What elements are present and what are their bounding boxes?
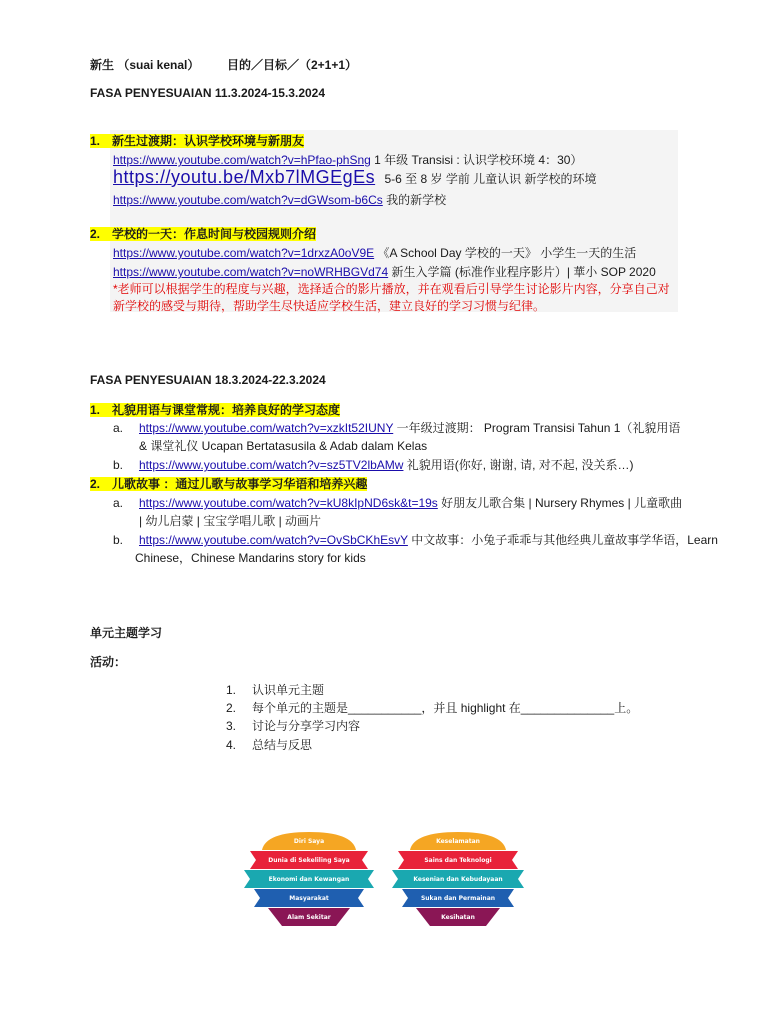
activity-list-item [226,681,324,698]
phase2-sub-row [113,456,633,473]
phase2-item1-title-text: 礼貌用语与课堂常规：培养良好的学习态度 [112,403,341,417]
list-text: 总结与反思 [252,738,313,752]
phase1-item2-number: 2. [90,227,112,241]
link-description: 1 年级 Transisi : 认识学校环境 4：30） [374,153,583,167]
phase2-sub-row [113,419,680,436]
list-number: 2. [226,701,237,715]
link-description: 5-6 至 8 岁 学前 儿童认识 新学校的环境 [384,172,597,186]
sub-letter: a. [113,421,124,435]
phase2-item1-title [90,401,340,418]
youtube-link[interactable]: https://www.youtube.com/watch?v=sz5TV2lbAMw [139,458,404,472]
phase2-heading: FASA PENYESUAIAN 18.3.2024-22.3.2024 [90,373,326,387]
youtube-link[interactable]: https://www.youtube.com/watch?v=dGWsom-b6Cs [113,193,383,207]
phase1-item1-title-text: 新生过渡期：认识学校环境与新朋友 [112,134,305,148]
youtube-link[interactable]: https://www.youtube.com/watch?v=kU8kIpND6sk&t=19s [139,496,438,510]
phase2-item2-number: 2. [90,477,112,491]
phase1-link-row [113,244,636,261]
theme-segment-label: Diri Saya [293,838,325,845]
phase1-item1-title [90,132,304,149]
sub-letter: b. [113,533,124,547]
youtube-short-link[interactable]: https://youtu.be/Mxb7lMGEgEs [113,167,376,187]
list-text: 认识单元主题 [252,683,325,697]
sub-letter: a. [113,496,124,510]
phase1-link-row [113,191,446,208]
theme-segment-label: Sains dan Teknologi [424,857,492,864]
list-text: 每个单元的主题是___________，并且 highlight 在______________上。 [252,701,639,715]
phase1-heading: FASA PENYESUAIAN 11.3.2024-15.3.2024 [90,86,326,100]
theme-segment-label: Kesihatan [441,914,475,921]
theme-segment-label: Ekonomi dan Kewangan [268,876,350,883]
link-description-cont: Chinese，Chinese Mandarins story for kids [135,551,366,565]
theme-segment-label: Kesenian dan Kebudayaan [413,876,503,883]
youtube-link[interactable]: https://www.youtube.com/watch?v=hPfao-phSng [113,153,371,167]
phase2-sub-row [113,494,682,511]
link-description-cont: | 幼儿启蒙 | 宝宝学唱儿歌 | 动画片 [139,514,322,528]
link-description: 中文故事：小兔子乖乖与其他经典儿童故事学华语，Learn [411,533,718,547]
right-theme-funnel [392,832,524,926]
link-description: 我的新学校 [386,193,447,207]
activity-list-item [226,717,360,734]
list-number: 1. [226,683,237,697]
activity-heading: 活动： [90,655,127,669]
theme-segment-label: Alam Sekitar [287,914,331,921]
activity-list-item [226,736,312,753]
phase2-sub-row [113,531,718,548]
phase2-item2-title-text: 儿歌故事 ：通过儿歌与故事学习华语和培养兴趣 [112,477,368,491]
phase1-link-row [113,167,597,188]
theme-segment-label: Dunia di Sekeliling Saya [268,857,350,864]
theme-segment-label: Masyarakat [289,895,329,902]
phase2-item2-title [90,475,367,492]
activity-list-item [226,699,638,716]
youtube-link[interactable]: https://www.youtube.com/watch?v=noWRHBGVd74 [113,265,389,279]
header-title-left: 新生 （suai kenal） [90,58,200,72]
theme-segment-label: Keselamatan [436,838,480,845]
list-text: 讨论与分享学习内容 [252,719,361,733]
phase1-link-row [113,151,582,168]
theme-segment-label: Sukan dan Permainan [420,895,496,902]
theme-diagram [240,830,530,930]
link-description: 好朋友儿歌合集 | Nursery Rhymes | 儿童歌曲 [441,496,683,510]
youtube-link[interactable]: https://www.youtube.com/watch?v=xzkIt52IUNY [139,421,394,435]
phase1-link-row [113,263,656,280]
link-description: 一年级过渡期： Program Transisi Tahun 1（礼貌用语 [396,421,681,435]
header-title-right: 目的／目标／（2+1+1） [227,58,358,72]
footer-heading: 单元主题学习 [90,626,163,640]
link-description: 新生入学篇 (标准作业程序影片）| 華小 SOP 2020 [391,265,656,279]
sub-letter: b. [113,458,124,472]
list-number: 3. [226,719,237,733]
link-description-cont: & 课堂礼仪 Ucapan Bertatasusila & Adab dalam Kelas [139,439,428,453]
list-number: 4. [226,738,237,752]
phase2-item1-number: 1. [90,403,112,417]
phase1-item2-title [90,225,316,242]
youtube-link[interactable]: https://www.youtube.com/watch?v=OvSbCKhEsvY [139,533,408,547]
phase1-item1-number: 1. [90,134,112,148]
left-theme-funnel [244,832,374,926]
teacher-note: *老师可以根据学生的程度与兴趣，选择适合的影片播放，并在观看后引导学生讨论影片内容，分享自己对新学校的感受与期待，帮助学生尽快适应学校生活，建立良好的学习习惯与纪律。 [113,282,670,313]
link-description: 《A School Day 学校的一天》 小学生一天的生活 [377,246,637,260]
link-description: 礼貌用语(你好, 谢谢, 请, 对不起, 没关系…) [406,458,634,472]
youtube-link[interactable]: https://www.youtube.com/watch?v=1drxzA0oV9E [113,246,375,260]
phase1-item2-title-text: 学校的一天：作息时间与校园规则介绍 [112,227,317,241]
